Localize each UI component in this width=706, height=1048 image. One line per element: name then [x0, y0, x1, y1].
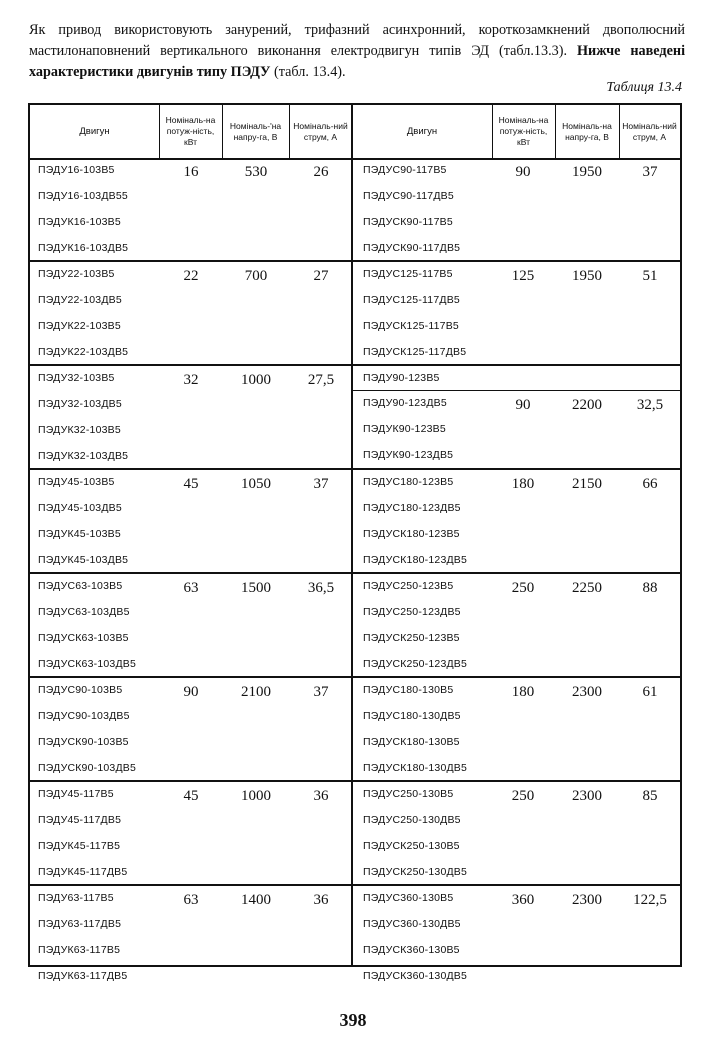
motor-model: ПЭДУ32-103В5: [38, 372, 115, 384]
current-value: 88: [642, 580, 658, 596]
current-value: 27: [313, 268, 329, 284]
motor-model: ПЭДУСК90-103В5: [38, 736, 129, 748]
power-value: 90: [515, 164, 531, 180]
motor-model: ПЭДУК45-103ДВ5: [38, 554, 129, 566]
current-value: 26: [313, 164, 329, 180]
motor-model: ПЭДУСК125-117В5: [363, 320, 459, 332]
voltage-value: 700: [244, 268, 268, 284]
voltage-value: 2150: [572, 476, 602, 492]
table-group: [30, 886, 680, 990]
current-value: 37: [313, 476, 329, 492]
voltage-value: 1500: [241, 580, 271, 596]
header-current: Номіналь-ний струм, А: [293, 120, 348, 142]
divider: [619, 105, 620, 158]
power-value: 63: [183, 580, 199, 596]
motor-model: ПЭДУ16-103ДВ55: [38, 190, 128, 202]
voltage-value: 1950: [572, 164, 602, 180]
current-value: 85: [642, 788, 658, 804]
motor-model: ПЭДУС90-103В5: [38, 684, 123, 696]
motor-model: ПЭДУС125-117ДВ5: [363, 294, 460, 306]
motor-model: ПЭДУ45-103В5: [38, 476, 115, 488]
power-value: 22: [183, 268, 199, 284]
header-current-right: Номіналь-ний струм, А: [622, 120, 677, 142]
motor-model: ПЭДУ45-103ДВ5: [38, 502, 122, 514]
motor-model: ПЭДУС125-117В5: [363, 268, 453, 280]
table-caption: Таблиця 13.4: [606, 80, 682, 95]
power-value: 45: [183, 476, 199, 492]
motor-model: ПЭДУС180-130ДВ5: [363, 710, 461, 722]
current-value: 27,5: [307, 372, 335, 388]
voltage-value: 1400: [241, 892, 271, 908]
motor-model: ПЭДУС250-123В5: [363, 580, 454, 592]
current-value: 32,5: [636, 397, 664, 413]
motor-model: ПЭДУК32-103В5: [38, 424, 121, 436]
motor-model: ПЭДУСК63-103В5: [38, 632, 129, 644]
header-motor-right: Двигун: [406, 126, 438, 137]
motor-model: ПЭДУК45-103В5: [38, 528, 121, 540]
motor-model: ПЭДУС360-130В5: [363, 892, 454, 904]
voltage-value: 2300: [572, 788, 602, 804]
current-value: 37: [313, 684, 329, 700]
motor-model: ПЭДУ90-123ДВ5: [363, 397, 447, 409]
motor-model: ПЭДУС250-123ДВ5: [363, 606, 461, 618]
motor-model: ПЭДУСК125-117ДВ5: [363, 346, 467, 358]
voltage-value: 2200: [572, 397, 602, 413]
motor-model: ПЭДУ45-117В5: [38, 788, 114, 800]
motor-model: ПЭДУ16-103В5: [38, 164, 115, 176]
current-value: 61: [642, 684, 658, 700]
table-group: [30, 574, 680, 678]
motor-model: ПЭДУСК360-130ДВ5: [363, 970, 468, 982]
voltage-value: 2100: [241, 684, 271, 700]
power-value: 90: [515, 397, 531, 413]
current-value: 36: [313, 892, 329, 908]
header-power-right: Номіналь-на потуж-ність, кВт: [498, 115, 549, 147]
motor-model: ПЭДУ63-117В5: [38, 892, 114, 904]
current-value: 66: [642, 476, 658, 492]
motor-model: ПЭДУСК180-123В5: [363, 528, 460, 540]
table-group: [30, 262, 680, 366]
motor-model: ПЭДУСК90-117ДВ5: [363, 242, 461, 254]
header-power: Номіналь-на потуж-ність, кВт: [165, 115, 216, 147]
motor-model: ПЭДУСК180-123ДВ5: [363, 554, 468, 566]
voltage-value: 1050: [241, 476, 271, 492]
motor-model: ПЭДУСК90-117В5: [363, 216, 453, 228]
motor-model: ПЭДУС90-103ДВ5: [38, 710, 130, 722]
motor-model: ПЭДУСК250-123В5: [363, 632, 460, 644]
motor-model: ПЭДУ22-103В5: [38, 268, 115, 280]
motor-model: ПЭДУС63-103ДВ5: [38, 606, 130, 618]
voltage-value: 2300: [572, 892, 602, 908]
motor-model: ПЭДУСК250-123ДВ5: [363, 658, 468, 670]
voltage-value: 2250: [572, 580, 602, 596]
row-separator: [353, 390, 680, 391]
divider: [289, 105, 290, 158]
motor-model: ПЭДУС180-123ДВ5: [363, 502, 461, 514]
divider: [555, 105, 556, 158]
table-group: [30, 470, 680, 574]
power-value: 63: [183, 892, 199, 908]
motor-model: ПЭДУК22-103ДВ5: [38, 346, 129, 358]
power-value: 125: [511, 268, 535, 284]
motor-model: ПЭДУСК63-103ДВ5: [38, 658, 136, 670]
motor-model: ПЭДУ22-103ДВ5: [38, 294, 122, 306]
motor-model: ПЭДУК63-117ДВ5: [38, 970, 128, 982]
current-value: 36,5: [307, 580, 335, 596]
motor-model: ПЭДУК16-103В5: [38, 216, 121, 228]
motor-model: ПЭДУСК250-130ДВ5: [363, 866, 468, 878]
motor-model: ПЭДУК45-117В5: [38, 840, 121, 852]
motor-model: ПЭДУСК180-130В5: [363, 736, 460, 748]
voltage-value: 1000: [241, 788, 271, 804]
motor-model: ПЭДУСК360-130В5: [363, 944, 460, 956]
power-value: 90: [183, 684, 199, 700]
power-value: 45: [183, 788, 199, 804]
motor-model: ПЭДУ32-103ДВ5: [38, 398, 122, 410]
motor-model: ПЭДУС90-117В5: [363, 164, 447, 176]
table-group: [30, 782, 680, 886]
voltage-value: 530: [244, 164, 268, 180]
motor-model: ПЭДУС63-103В5: [38, 580, 123, 592]
motor-model: ПЭДУК22-103В5: [38, 320, 121, 332]
intro-paragraph: [29, 20, 685, 83]
power-value: 16: [183, 164, 199, 180]
motor-model: ПЭДУК45-117ДВ5: [38, 866, 128, 878]
motor-model: ПЭДУСК250-130В5: [363, 840, 460, 852]
motor-model: ПЭДУ63-117ДВ5: [38, 918, 122, 930]
table-group: [30, 366, 680, 470]
motor-model: ПЭДУС360-130ДВ5: [363, 918, 461, 930]
divider: [492, 105, 493, 158]
motor-model: ПЭДУС250-130ДВ5: [363, 814, 461, 826]
page-number: 398: [339, 1010, 367, 1030]
motor-model: ПЭДУСК90-103ДВ5: [38, 762, 136, 774]
power-value: 360: [511, 892, 535, 908]
motor-model: ПЭДУС180-123В5: [363, 476, 454, 488]
motor-model: ПЭДУС180-130В5: [363, 684, 454, 696]
current-value: 122,5: [633, 892, 667, 908]
motor-table: [28, 103, 682, 982]
intro-line-1: Як привод використовують занурений, трифазний асинхронний, короткозамкнений двополюсний мастилонаповнений вертикального виконання електродвигун типів ЭД (табл.13.3).: [29, 22, 685, 59]
header-voltage: Номіналь-'на напру-га, В: [229, 120, 282, 142]
header-motor: Двигун: [79, 126, 110, 137]
motor-model: ПЭДУК90-123ДВ5: [363, 449, 454, 461]
current-value: 36: [313, 788, 329, 804]
motor-model: ПЭДУ90-123В5: [363, 372, 440, 384]
current-value: 51: [642, 268, 658, 284]
header-voltage-right: Номіналь-на напру-га, В: [562, 120, 612, 142]
voltage-value: 1950: [572, 268, 602, 284]
motor-model: ПЭДУК63-117В5: [38, 944, 121, 956]
divider: [159, 105, 160, 158]
motor-model: ПЭДУК16-103ДВ5: [38, 242, 129, 254]
intro-line-2: Нижче наведені характеристики двигунів типу ПЭДУ: [29, 43, 686, 80]
motor-model: ПЭДУК90-123В5: [363, 423, 446, 435]
current-value: 37: [642, 164, 658, 180]
power-value: 180: [511, 684, 535, 700]
divider: [222, 105, 223, 158]
motor-model: ПЭДУС90-117ДВ5: [363, 190, 454, 202]
power-value: 250: [511, 788, 535, 804]
voltage-value: 2300: [572, 684, 602, 700]
power-value: 180: [511, 476, 535, 492]
motor-model: ПЭДУК32-103ДВ5: [38, 450, 129, 462]
motor-model: ПЭДУСК180-130ДВ5: [363, 762, 468, 774]
motor-model: ПЭДУС250-130В5: [363, 788, 454, 800]
intro-line-3: (табл. 13.4).: [274, 64, 346, 80]
motor-model: ПЭДУ45-117ДВ5: [38, 814, 122, 826]
table-group: [30, 678, 680, 782]
table-header: [30, 105, 680, 160]
power-value: 250: [511, 580, 535, 596]
table-group: [30, 158, 680, 262]
power-value: 32: [183, 372, 199, 388]
voltage-value: 1000: [241, 372, 271, 388]
